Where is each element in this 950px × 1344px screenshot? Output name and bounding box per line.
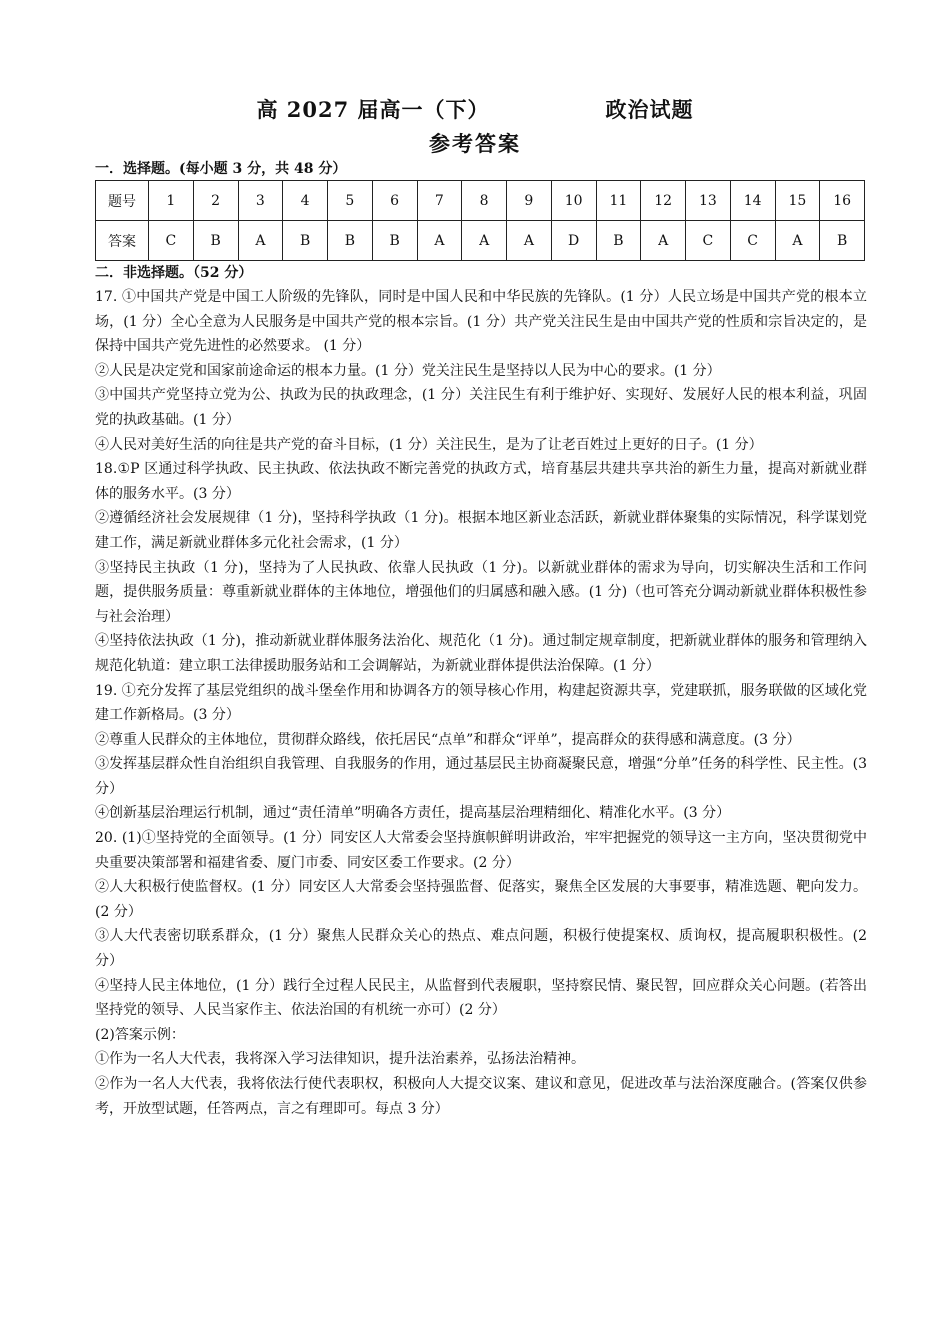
question-number: 5 bbox=[328, 181, 373, 221]
q20-part1-point-3: ③人大代表密切联系群众，(1 分）聚焦人民群众关心的热点、难点问题，积极行使提案权、质询权，提高履职积极性。(2 分） bbox=[95, 928, 867, 970]
q20-part2-heading: (2)答案示例： bbox=[95, 1026, 185, 1043]
answer-cell: B bbox=[372, 221, 417, 261]
q17-point-1: 17. ①中国共产党是中国工人阶级的先锋队，同时是中国人民和中华民族的先锋队。(1 分）人民立场是中国共产党的根本立场，(1 分）全心全意为人民服务是中国共产党的根本宗旨。(1 分）共产党关注民生是由中国共产党的性质和宗旨决定的，是保持中国共产党先进性的必然要求。 (1 分） bbox=[95, 289, 867, 355]
q20-part1-point-1: 20. (1)①坚持党的全面领导。(1 分）同安区人大常委会坚持旗帜鲜明讲政治，牢牢把握党的领导这一主方向，坚决贯彻党中央重要决策部署和福建省委、厦门市委、同安区委工作要求。(2 分） bbox=[95, 830, 867, 871]
question-number: 10 bbox=[551, 181, 596, 221]
question-number: 12 bbox=[641, 181, 686, 221]
answer-cell: A bbox=[417, 221, 462, 261]
question-number: 1 bbox=[149, 181, 194, 221]
answer-cell: B bbox=[596, 221, 641, 261]
answer-cell: B bbox=[328, 221, 373, 261]
question-number: 16 bbox=[820, 181, 865, 221]
question-number: 6 bbox=[372, 181, 417, 221]
section1-heading: 一．选择题。(每小题 3 分，共 48 分） bbox=[95, 161, 347, 177]
row-label-answer: 答案 bbox=[96, 221, 149, 261]
title-left: 高 2027 届高一（下） bbox=[256, 97, 490, 122]
answer-cell: A bbox=[507, 221, 552, 261]
answer-cell: D bbox=[551, 221, 596, 261]
section2-heading: 二．非选择题。（52 分） bbox=[95, 265, 253, 281]
answer-cell: A bbox=[238, 221, 283, 261]
answer-cell: B bbox=[283, 221, 328, 261]
number-row bbox=[96, 181, 865, 221]
question-number: 2 bbox=[193, 181, 238, 221]
section2-body bbox=[95, 285, 867, 1121]
question-number: 4 bbox=[283, 181, 328, 221]
q17-point-2: ②人民是决定党和国家前途命运的根本力量。(1 分）党关注民生是坚持以人民为中心的要求。(1 分） bbox=[95, 362, 721, 379]
question-number: 15 bbox=[775, 181, 820, 221]
answer-cell: A bbox=[462, 221, 507, 261]
q18-point-2: ②遵循经济社会发展规律（1 分)，坚持科学执政（1 分)。根据本地区新业态活跃，新就业群体聚集的实际情况，科学谋划党建工作，满足新就业群体多元化社会需求，(1 分） bbox=[95, 510, 867, 551]
q18-point-1: 18.①P 区通过科学执政、民主执政、依法执政不断完善党的执政方式，培育基层共建共享共治的新生力量，提高对新就业群体的服务水平。(3 分） bbox=[95, 461, 867, 502]
answer-cell: B bbox=[193, 221, 238, 261]
answer-cell: C bbox=[149, 221, 194, 261]
answer-row bbox=[96, 221, 865, 261]
answer-cell: B bbox=[820, 221, 865, 261]
question-number: 13 bbox=[686, 181, 731, 221]
question-number: 7 bbox=[417, 181, 462, 221]
page-subtitle: 参考答案 bbox=[429, 131, 521, 156]
row-label-number: 题号 bbox=[96, 181, 149, 221]
q19-point-1: 19. ①充分发挥了基层党组织的战斗堡垒作用和协调各方的领导核心作用，构建起资源共享，党建联抓，服务联做的区域化党建工作新格局。(3 分） bbox=[95, 682, 867, 724]
q18-point-3: ③坚持民主执政（1 分)，坚持为了人民执政、依靠人民执政（1 分)。以新就业群体的需求为导向，切实解决生活和工作问题，提供服务质量：尊重新就业群体的主体地位，增强他们的归属感和融入感。(1 分)（也可答充分调动新就业群体积极性参与社会治理） bbox=[95, 559, 867, 625]
answer-cell: C bbox=[730, 221, 775, 261]
question-number: 14 bbox=[730, 181, 775, 221]
answer-cell: A bbox=[775, 221, 820, 261]
title-right: 政治试题 bbox=[605, 97, 694, 122]
q17-point-3: ③中国共产党坚持立党为公、执政为民的执政理念，(1 分）关注民生有利于维护好、实现好、发展好人民的根本利益，巩固党的执政基础。(1 分） bbox=[95, 387, 867, 428]
answer-cell: A bbox=[641, 221, 686, 261]
q20-part1-point-4: ④坚持人民主体地位，(1 分）践行全过程人民民主，从监督到代表履职，坚持察民情、聚民智，回应群众关心问题。(若答出坚持党的领导、人民当家作主、依法治国的有机统一亦可）(2 分） bbox=[95, 977, 867, 1019]
q17-point-4: ④人民对美好生活的向往是共产党的奋斗目标，(1 分）关注民生，是为了让老百姓过上更好的日子。(1 分） bbox=[95, 436, 763, 453]
q20-part1-point-2: ②人大积极行使监督权。(1 分）同安区人大常委会坚持强监督、促落实，聚焦全区发展的大事要事，精准选题、靶向发力。(2 分） bbox=[95, 879, 867, 920]
q20-part2-example-2: ②作为一名人大代表，我将依法行使代表职权，积极向人大提交议案、建议和意见，促进改革与法治深度融合。(答案仅供参考，开放型试题，任答两点，言之有理即可。每点 3 分） bbox=[95, 1076, 867, 1117]
q19-point-3: ③发挥基层群众性自治组织自我管理、自我服务的作用，通过基层民主协商凝聚民意，增强“分单”任务的科学性、民主性。(3 分） bbox=[95, 756, 867, 797]
question-number: 11 bbox=[596, 181, 641, 221]
answer-cell: C bbox=[686, 221, 731, 261]
choice-answer-table bbox=[95, 180, 865, 261]
q20-part2-example-1: ①作为一名人大代表，我将深入学习法律知识，提升法治素养，弘扬法治精神。 bbox=[95, 1051, 585, 1068]
question-number: 8 bbox=[462, 181, 507, 221]
q19-point-2: ②尊重人民群众的主体地位，贯彻群众路线，依托居民“点单”和群众“评单”，提高群众的获得感和满意度。(3 分） bbox=[95, 731, 801, 748]
page-title bbox=[0, 94, 950, 124]
question-number: 9 bbox=[507, 181, 552, 221]
q19-point-4: ④创新基层治理运行机制，通过“责任清单”明确各方责任，提高基层治理精细化、精准化水平。(3 分） bbox=[95, 805, 731, 822]
question-number: 3 bbox=[238, 181, 283, 221]
q18-point-4: ④坚持依法执政（1 分)，推动新就业群体服务法治化、规范化（1 分)。通过制定规章制度，把新就业群体的服务和管理纳入规范化轨道：建立职工法律援助服务站和工会调解站，为新就业群体提供法治保障。(1 分） bbox=[95, 633, 867, 674]
